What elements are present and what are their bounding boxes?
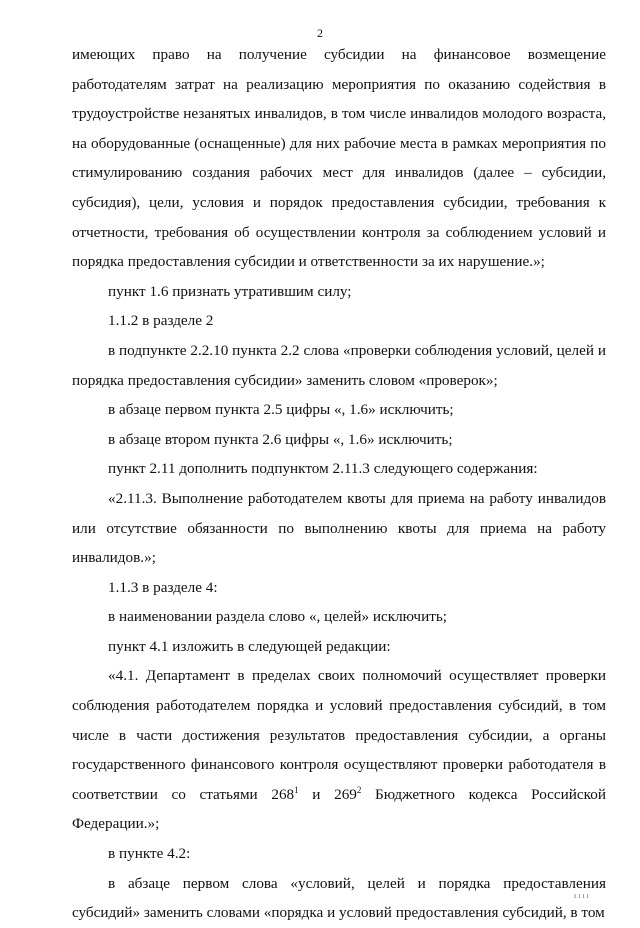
footnote-sup-1: 1 bbox=[294, 784, 299, 795]
paragraph-subitem-2-2-10: в подпункте 2.2.10 пункта 2.2 слова «проверки соблюдения условий, целей и порядка предоставления субсидии» заменить словом «проверок»; bbox=[72, 341, 606, 389]
paragraph-item-4-1: пункт 4.1 изложить в следующей редакции: bbox=[108, 637, 391, 655]
paragraph-1-1-2: 1.1.2 в разделе 2 bbox=[108, 312, 214, 330]
paragraph-item-4-2: в пункте 4.2: bbox=[108, 845, 191, 863]
paragraph-subsidy-recipients: имеющих право на получение субсидии на финансовое возмещение работодателям затрат на реализацию мероприятия по оказанию содействия в трудоустройстве незанятых инвалидов, в том числе инвалидов молодого возраста, на оборудованные (оснащенные) для них рабочие места в рамках мероприятия по стимулированию создания рабочих мест для инвалидов (далее – субсидии, субсидия), цели, условия и порядок предоставления субсидии, требования к отчетности, требования об осуществлении контроля за соблюдением условий и порядка предоставления субсидии и ответственности за их нарушение.»; bbox=[72, 46, 606, 271]
text-4-1-before: «4.1. Департамент в пределах своих полномочий осуществляет проверки соблюдения работодателем порядка и условий предоставления субсидий, в том числе в части достижения результатов предоставления субсидии, а органы государственного финансового контроля осуществляют проверки работодателя в соответствии со статьями 268 bbox=[72, 667, 606, 803]
paragraph-item-2-5: в абзаце первом пункта 2.5 цифры «, 1.6» исключить; bbox=[108, 401, 454, 419]
text-4-1-middle: и 269 bbox=[298, 785, 357, 803]
footnote-sup-2: 2 bbox=[356, 784, 362, 795]
paragraph-1-1-3: 1.1.3 в разделе 4: bbox=[108, 578, 218, 596]
document-body bbox=[72, 40, 606, 928]
paragraph-section-title: в наименовании раздела слово «, целей» исключить; bbox=[108, 608, 447, 626]
page-number: 2 bbox=[317, 26, 323, 40]
paragraph-item-2-11: пункт 2.11 дополнить подпунктом 2.11.3 следующего содержания: bbox=[108, 460, 538, 478]
paragraph-item-1-6: пункт 1.6 признать утратившим силу; bbox=[108, 282, 352, 300]
paragraph-2-11-3: «2.11.3. Выполнение работодателем квоты для приема на работу инвалидов или отсутствие обязанности по выполнению квоты для приема на работу инвалидов.»; bbox=[72, 489, 606, 567]
paragraph-item-2-6: в абзаце втором пункта 2.6 цифры «, 1.6» исключить; bbox=[108, 430, 453, 448]
paragraph-4-1-text bbox=[72, 661, 606, 839]
scan-footer-mark: ıııı bbox=[574, 891, 591, 900]
text-4-1-after: Бюджетного кодекса Российской Федерации.»; bbox=[72, 785, 606, 833]
paragraph-4-2-first: в абзаце первом слова «условий, целей и порядка предоставления субсидий» заменить словами «порядка и условий предоставления субсидий, в том bbox=[72, 874, 606, 922]
